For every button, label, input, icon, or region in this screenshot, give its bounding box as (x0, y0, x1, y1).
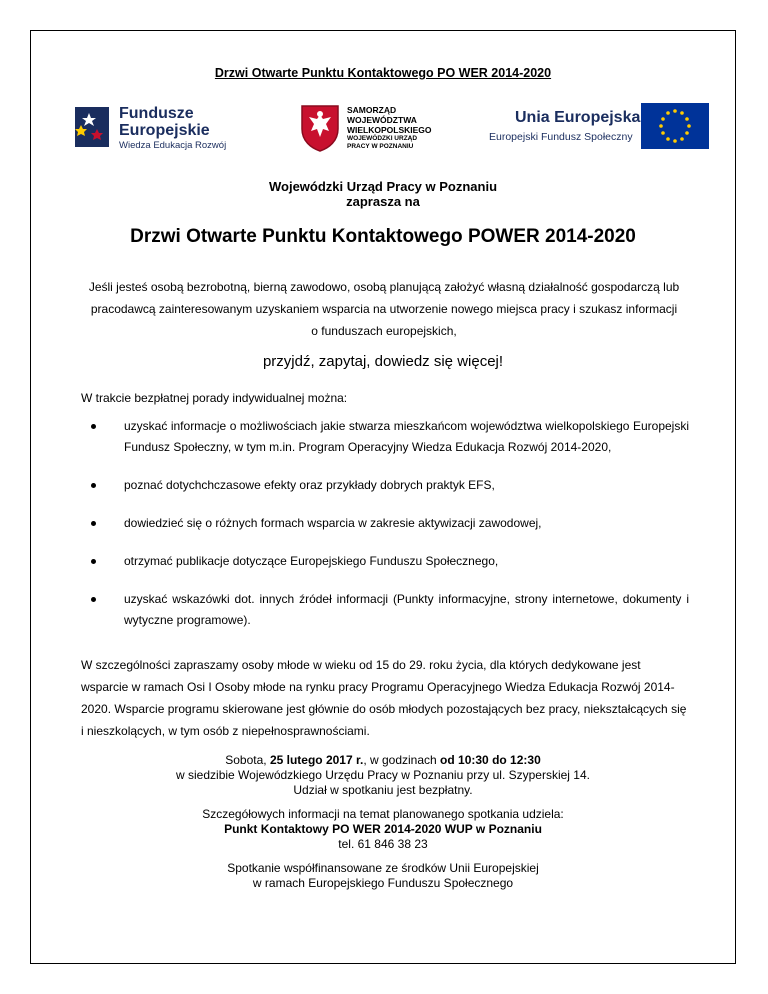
fundusze-line3: Wiedza Edukacja Rozwój (119, 140, 227, 151)
list-item (81, 416, 689, 458)
fundusze-line2: Europejskie (119, 122, 210, 139)
fundusze-europejskie-icon (71, 103, 115, 151)
schedule-line (31, 753, 735, 768)
funding-line1: Spotkanie współfinansowane ze środków Unii Europejskiej (227, 861, 539, 875)
fundusze-europejskie-logo (71, 103, 251, 153)
unia-europejska-logo (489, 103, 719, 157)
list-item (81, 513, 689, 534)
list-item-text: uzyskać wskazówki dot. innych źródeł informacji (Punkty informacyjne, strony internetowe, dokumenty i wytyczne programowe). (124, 592, 689, 627)
logo-bar (31, 101, 735, 161)
bullet-icon (91, 559, 96, 564)
schedule-hours: od 10:30 do 12:30 (440, 753, 541, 767)
contact-intro: Szczegółowych informacji na temat planowanego spotkania udziela: (202, 807, 564, 821)
event-title: Drzwi Otwarte Punktu Kontaktowego POWER 2014-2020 (130, 226, 636, 247)
contact-name: Punkt Kontaktowy PO WER 2014-2020 WUP w Poznaniu (224, 822, 542, 836)
samorzad-line2: WOJEWÓDZKI URZĄD PRACY W POZNANIU (347, 135, 418, 150)
eu-flag-icon (641, 103, 709, 149)
list-item (81, 475, 689, 496)
unia-line1: Unia Europejska (515, 109, 641, 126)
schedule-hours-prefix: , w godzinach (363, 753, 441, 767)
list-item-text: poznać dotychchczasowe efekty oraz przykłady dobrych praktyk EFS, (124, 478, 495, 492)
schedule-location: w siedzibie Wojewódzkiego Urzędu Pracy w Poznaniu przy ul. Szyperskiej 14. (176, 768, 590, 782)
call-to-action: przyjdź, zapytaj, dowiedz się więcej! (262, 353, 504, 370)
advice-lead: W trakcie bezpłatnej porady indywidualnej można: (81, 391, 348, 405)
fundusze-line1: Fundusze (119, 105, 194, 122)
organizer-invites: zaprasza na (346, 194, 420, 209)
list-item-text: otrzymać publikacje dotyczące Europejskiego Funduszu Społecznego, (124, 554, 499, 568)
unia-line2: Europejski Fundusz Społeczny (489, 131, 633, 143)
contact-phone: tel. 61 846 38 23 (338, 837, 428, 851)
eagle-crest-icon (299, 103, 341, 153)
samorzad-logo (299, 101, 469, 157)
funding-line2: w ramach Europejskiego Funduszu Społecznego (252, 876, 514, 890)
bullet-icon (91, 597, 96, 602)
bullet-icon (91, 483, 96, 488)
bullet-icon (91, 424, 96, 429)
schedule-free: Udział w spotkaniu jest bezpłatny. (293, 783, 473, 797)
contact-block (31, 807, 735, 852)
organizer-heading (31, 179, 735, 209)
document-page (30, 30, 736, 964)
schedule-day: Sobota, (225, 753, 270, 767)
list-item (81, 589, 689, 631)
list-item-text: dowiedzieć się o różnych formach wsparcia w zakresie aktywizacji zawodowej, (124, 516, 542, 530)
funding-block (31, 861, 735, 891)
benefits-list (81, 416, 689, 648)
list-item-text: uzyskać informacje o możliwościach jakie stwarza mieszkańcom województwa wielkopolskiego Europejski Fundusz Społeczny, w tym m.in. Program Operacyjny Wiedza Edukacja Rozwój 2014-2020, (124, 419, 689, 454)
samorzad-line1: SAMORZĄD WOJEWÓDZTWA WIELKOPOLSKIEGO (347, 105, 432, 135)
schedule-block (31, 753, 735, 798)
page-header-title: Drzwi Otwarte Punktu Kontaktowego PO WER 2014-2020 (214, 66, 552, 80)
organizer-name: Wojewódzki Urząd Pracy w Poznaniu (268, 179, 498, 194)
intro-paragraph: Jeśli jesteś osobą bezrobotną, bierną zawodowo, osobą planującą założyć własną działalność gospodarczą lub pracodawcą zainteresowanym uzyskaniem wsparcia na utworzenie nowego miejsca pracy i szukasz informacji o funduszach europejskich, (88, 280, 680, 338)
schedule-date: 25 lutego 2017 r. (269, 753, 364, 767)
list-item (81, 551, 689, 572)
bullet-icon (91, 521, 96, 526)
target-group-paragraph: W szczególności zapraszamy osoby młode w wieku od 15 do 29. roku życia, dla których dedykowane jest wsparcie w ramach Osi I Osoby młode na rynku pracy Programu Operacyjnego Wiedza Edukacja Rozwój 2014-2020. Wsparcie programu skierowane jest głównie do osób młodych pozostających bez pracy, niekształcących się i nieszkolących, w tym osób z niepełnosprawnościami. (81, 658, 687, 738)
